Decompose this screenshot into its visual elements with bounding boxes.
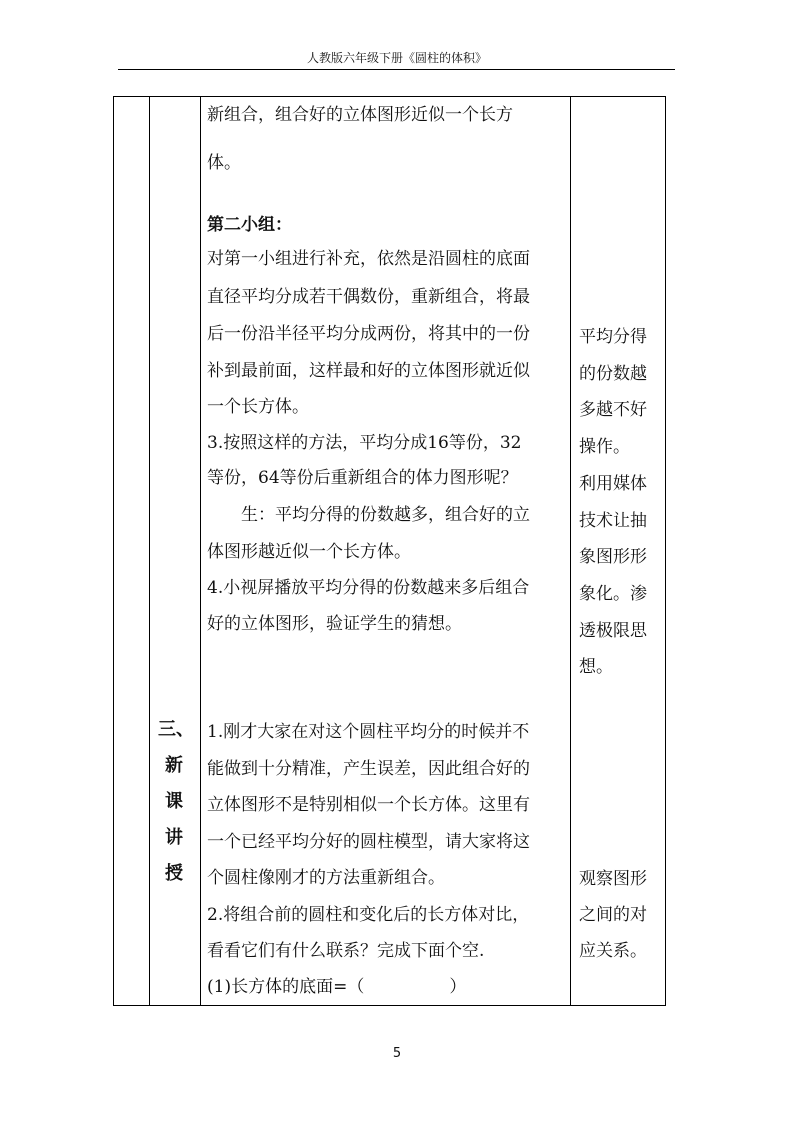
design-note (579, 861, 661, 969)
content-line: 一个长方体。 (207, 397, 309, 417)
section-char: 授 (165, 863, 183, 884)
note-line: 象图形形 (579, 547, 647, 568)
content-line: 补到最前面，这样最和好的立体图形就近似 (207, 361, 530, 381)
content-line: 2.将组合前的圆柱和变化后的长方体对比， (207, 905, 530, 925)
content-line: 好的立体图形，验证学生的猜想。 (207, 614, 462, 634)
note-line: 之间的对 (579, 905, 647, 925)
note-line: 的份数越 (579, 363, 647, 384)
note-line: 利用媒体 (579, 473, 647, 494)
note-line: 多越不好 (579, 400, 647, 421)
content-line: 后一份沿半径平均分成两份，将其中的一份 (207, 324, 530, 344)
content-line: 3.按照这样的方法，平均分成16等份，32 (207, 433, 522, 453)
group-heading: 第二小组： (207, 215, 292, 235)
content-line: 体图形越近似一个长方体。 (207, 542, 411, 562)
header-rule (118, 69, 675, 70)
column-divider (570, 97, 571, 1005)
section-number: 三、 (158, 719, 194, 740)
section-label (149, 712, 199, 892)
note-line: 象化。渗 (579, 583, 647, 604)
content-line: (1)长方体的底面=（ ） (207, 977, 467, 997)
section-char: 讲 (165, 827, 183, 848)
page-header: 人教版六年级下册《圆柱的体积》 (306, 51, 487, 65)
content-line: 新组合，组合好的立体图形近似一个长方 (207, 105, 513, 125)
content-line: 看看它们有什么联系？完成下面个空. (207, 941, 485, 961)
content-line: 能做到十分精准，产生误差，因此组合好的 (207, 759, 530, 779)
content-line: 等份，64等份后重新组合的体力图形呢？ (207, 468, 518, 488)
note-line: 平均分得 (579, 327, 647, 347)
content-line: 个圆柱像刚才的方法重新组合。 (207, 868, 445, 888)
section-char: 课 (165, 791, 183, 812)
lesson-table (113, 96, 666, 1006)
content-line: 一个已经平均分好的圆柱模型，请大家将这 (207, 832, 530, 852)
note-line: 技术让抽 (579, 510, 647, 531)
section-char: 新 (165, 755, 183, 776)
content-line: 1.刚才大家在对这个圆柱平均分的时候并不 (207, 722, 530, 742)
content-line: 对第一小组进行补充，依然是沿圆柱的底面 (207, 249, 530, 269)
column-divider (200, 97, 201, 1005)
note-line: 想。 (579, 657, 613, 678)
note-line: 透极限思 (579, 620, 647, 641)
content-line: 4.小视屏播放平均分得的份数越来多后组合 (207, 578, 530, 598)
content-line: 直径平均分成若干偶数份，重新组合，将最 (207, 287, 530, 307)
design-note (579, 319, 661, 686)
page-number: 5 (392, 1046, 402, 1061)
content-line: 生：平均分得的份数越多，组合好的立 (241, 505, 530, 525)
note-line: 应关系。 (579, 941, 647, 961)
note-line: 操作。 (579, 437, 630, 458)
content-line: 立体图形不是特别相似一个长方体。这里有 (207, 795, 530, 815)
note-line: 观察图形 (579, 869, 647, 889)
content-line: 体。 (207, 153, 241, 173)
